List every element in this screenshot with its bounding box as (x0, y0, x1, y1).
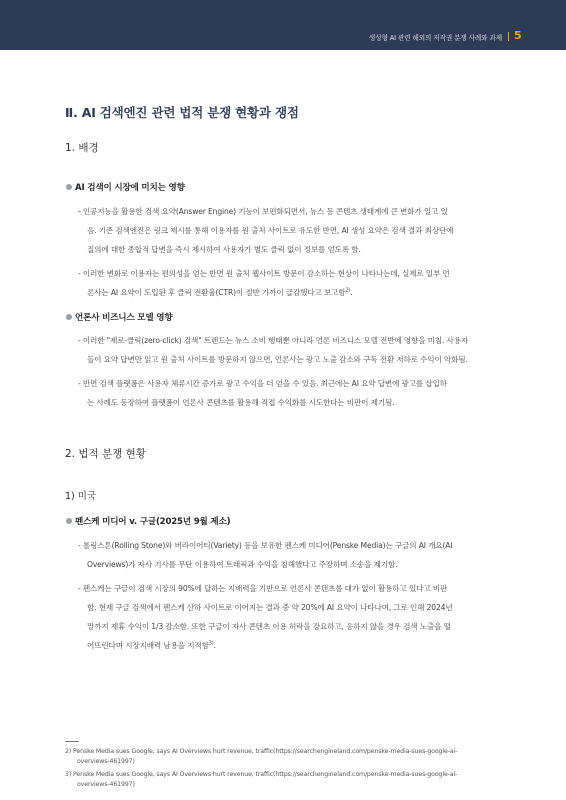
footnote-3-cont: overviews-461997) (77, 781, 135, 788)
subsection-title-usa: 1) 미국 (65, 491, 97, 502)
paragraph-line: 론사는 AI 요약이 도입된 후 클릭 전환율(CTR)이 절반 가까이 급감했다고 보고함$^{2)}$. (87, 287, 353, 297)
page-number: 5 (514, 29, 522, 42)
bullet-heading-text: AI 검색이 시장에 미치는 영향 (75, 183, 185, 193)
header-bar (0, 0, 566, 50)
footnote-2: 2) Penske Media sues Google, says AI Overviews hurt revenue, traffic(https://searchengineland.com/penske-media-sues-google-ai- (65, 748, 458, 755)
paragraph-line: Overviews)가 자사 기사를 무단 이용하여 트래픽과 수익을 침해했다고 주장하며 소송을 제기함. (87, 560, 398, 569)
subsection-title-background: 1. 배경 (65, 142, 99, 154)
bullet-dot-icon (66, 518, 72, 524)
paragraph-line: 말까지 제휴 수익이 1/3 감소함. 또한 구글이 자사 콘텐츠 이용 허락을 강요하고, 응하지 않을 경우 검색 노출을 떨 (87, 622, 451, 631)
footnote-ref: 2) (345, 287, 351, 294)
bullet-dot-icon (66, 314, 72, 320)
bullet-heading-text: 펜스케 미디어 v. 구글(2025년 9월 제소) (75, 517, 231, 527)
paragraph-line: 들이 요약 답변만 읽고 원 출처 사이트를 방문하지 않으면, 언론사는 광고 노출 감소와 구독 전환 저하로 수익이 악화됨. (87, 355, 468, 364)
paragraph-line: 어뜨린다며 시장지배력 남용을 지적함$^{3)}$. (87, 640, 216, 650)
bullet-heading-text: 언론사 비즈니스 모델 영향 (75, 313, 173, 323)
paragraph-line: 질의에 대한 종합적 답변을 즉시 제시하여 사용자가 별도 클릭 없이 정보를 얻도록 함. (87, 245, 361, 254)
paragraph-line: 함. 현재 구글 검색에서 펜스케 산하 사이트로 이어지는 결과 중 약 20%에 AI 요약이 나타나며, 그로 인해 2024년 (87, 603, 453, 612)
footnote-2-cont: overviews-461997) (77, 758, 135, 765)
header-divider (508, 32, 509, 41)
paragraph-line: - 이러한 "제로-클릭(zero-click) 검색" 트렌드는 뉴스 소비 행태뿐 아니라 언론 비즈니스 모델 전반에 영향을 미침. 사용자 (78, 336, 469, 345)
subsection-title-legal-disputes: 2. 법적 분쟁 현황 (65, 448, 146, 460)
section-title: Ⅱ. AI 검색엔진 관련 법적 분쟁 현황과 쟁점 (65, 105, 299, 120)
footnote-3: 3) Penske Media sues Google, says AI Overviews hurt revenue, traffic(https://searchengineland.com/penske-media-sues-google-ai- (65, 771, 458, 778)
paragraph-line: - 반면 검색 플랫폼은 사용자 체류시간 증가로 광고 수익을 더 얻을 수 있음. 최근에는 AI 요약 답변에 광고를 삽입하 (78, 379, 447, 388)
paragraph-line: - 이러한 변화로 이용자는 편의성을 얻는 반면 원 출처 웹사이트 방문이 감소하는 현상이 나타나는데, 실제로 일부 언 (78, 269, 450, 278)
paragraph-line: - 롤링스톤(Rolling Stone)와 버라이어티(Variety) 등을 보유한 펜스케 미디어(Penske Media)는 구글의 AI 개요(AI (78, 541, 453, 550)
bullet-heading-penske-v-google (66, 515, 230, 527)
running-title: 생성형 AI 관련 해외의 저작권 분쟁 사례와 과제 (368, 34, 502, 42)
paragraph-line: 는 사례도 등장하여 플랫폼이 언론사 콘텐츠를 활용해 직접 수익화를 시도한다는 비판이 제기됨. (87, 398, 395, 407)
bullet-heading-press-business-model (66, 311, 173, 323)
paragraph-line: - 인공지능을 활용한 검색 요약(Answer Engine) 기능이 보편화되면서, 뉴스 등 콘텐츠 생태계에 큰 변화가 일고 있 (78, 207, 448, 216)
bullet-heading-ai-search-impact (66, 181, 185, 193)
paragraph-line: 음. 기존 검색엔진은 링크 제시를 통해 이용자를 원 출처 사이트로 유도한 반면, AI 생성 요약은 검색 결과 최상단에 (87, 226, 454, 235)
footnote-divider (65, 741, 79, 742)
paragraph-line: - 펜스케는 구글이 검색 시장의 90%에 달하는 지배력을 기반으로 언론사 콘텐츠를 대가 없이 활용하고 있다고 비판 (78, 584, 448, 593)
bullet-dot-icon (66, 184, 72, 190)
footnote-ref: 3) (208, 640, 214, 647)
